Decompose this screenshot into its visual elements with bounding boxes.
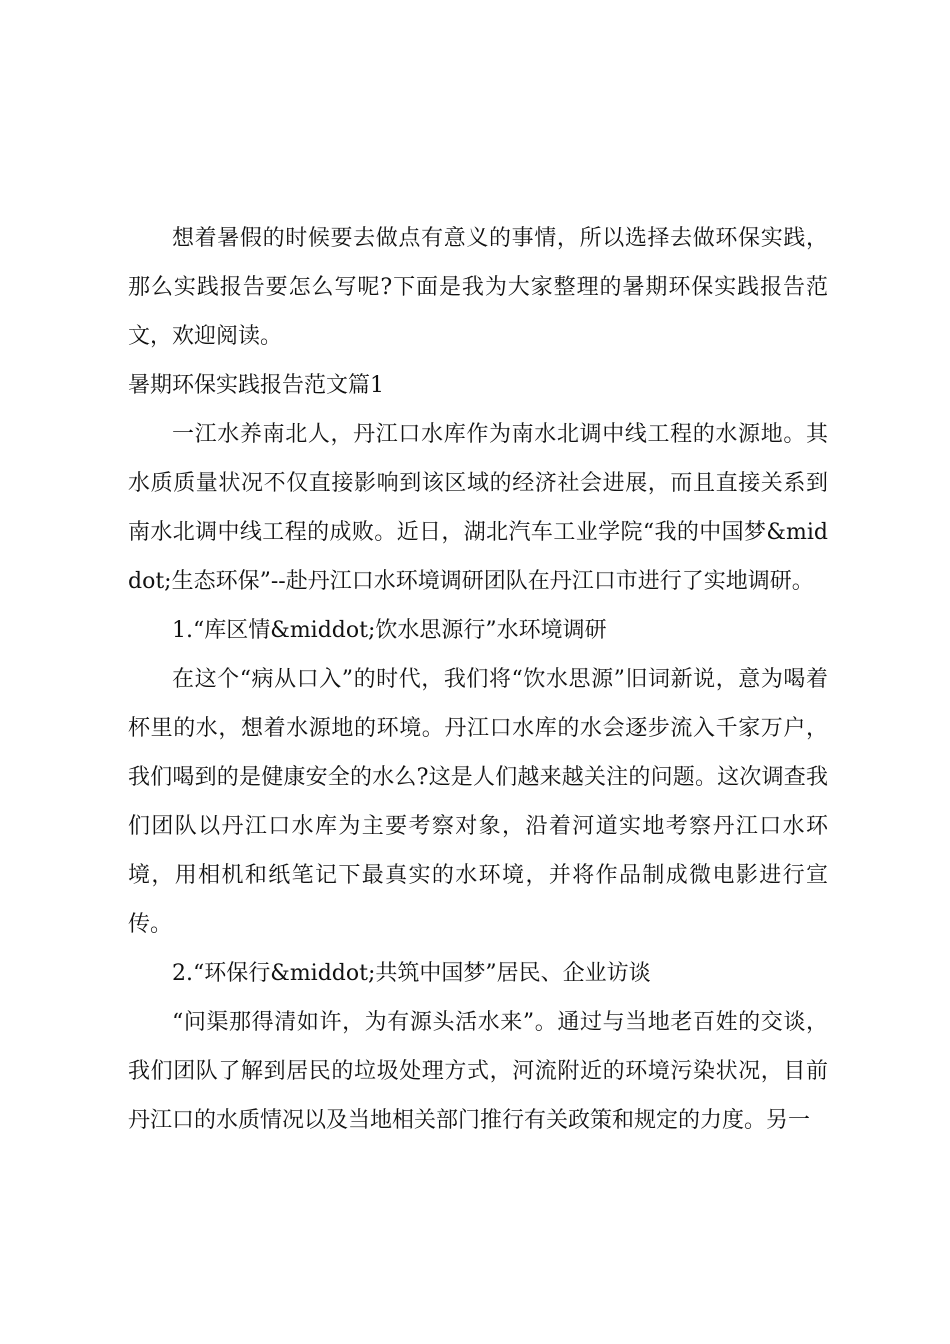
section-title: 暑期环保实践报告范文篇1 xyxy=(128,373,384,398)
intro-paragraph: 想着暑假的时候要去做点有意义的事情，所以选择去做环保实践，那么实践报告要怎么写呢?下面是我为大家整理的暑期环保实践报告范文，欢迎阅读。 xyxy=(128,226,828,349)
body-paragraph-1: 一江水养南北人，丹江口水库作为南水北调中线工程的水源地。其水质质量状况不仅直接影响到该区域的经济社会进展，而且直接关系到南水北调中线工程的成败。近日，湖北汽车工业学院“我的中国梦&middot;生态环保”--赴丹江口水环境调研团队在丹江口市进行了实地调研。 xyxy=(128,422,828,594)
document-page xyxy=(128,214,828,1145)
item-1-title: 1.“库区情&middot;饮水思源行”水环境调研 xyxy=(172,618,607,643)
body-paragraph-3: “问渠那得清如许，为有源头活水来”。通过与当地老百姓的交谈，我们团队了解到居民的垃圾处理方式，河流附近的环境污染状况，目前丹江口的水质情况以及当地相关部门推行有关政策和规定的力度。另一 xyxy=(128,1010,828,1133)
body-paragraph-2: 在这个“病从口入”的时代，我们将“饮水思源”旧词新说，意为喝着杯里的水，想着水源地的环境。丹江口水库的水会逐步流入千家万户，我们喝到的是健康安全的水么?这是人们越来越关注的问题。这次调查我们团队以丹江口水库为主要考察对象，沿着河道实地考察丹江口水环境，用相机和纸笔记下最真实的水环境，并将作品制成微电影进行宣传。 xyxy=(128,667,828,937)
item-2-title: 2.“环保行&middot;共筑中国梦”居民、企业访谈 xyxy=(172,961,651,986)
